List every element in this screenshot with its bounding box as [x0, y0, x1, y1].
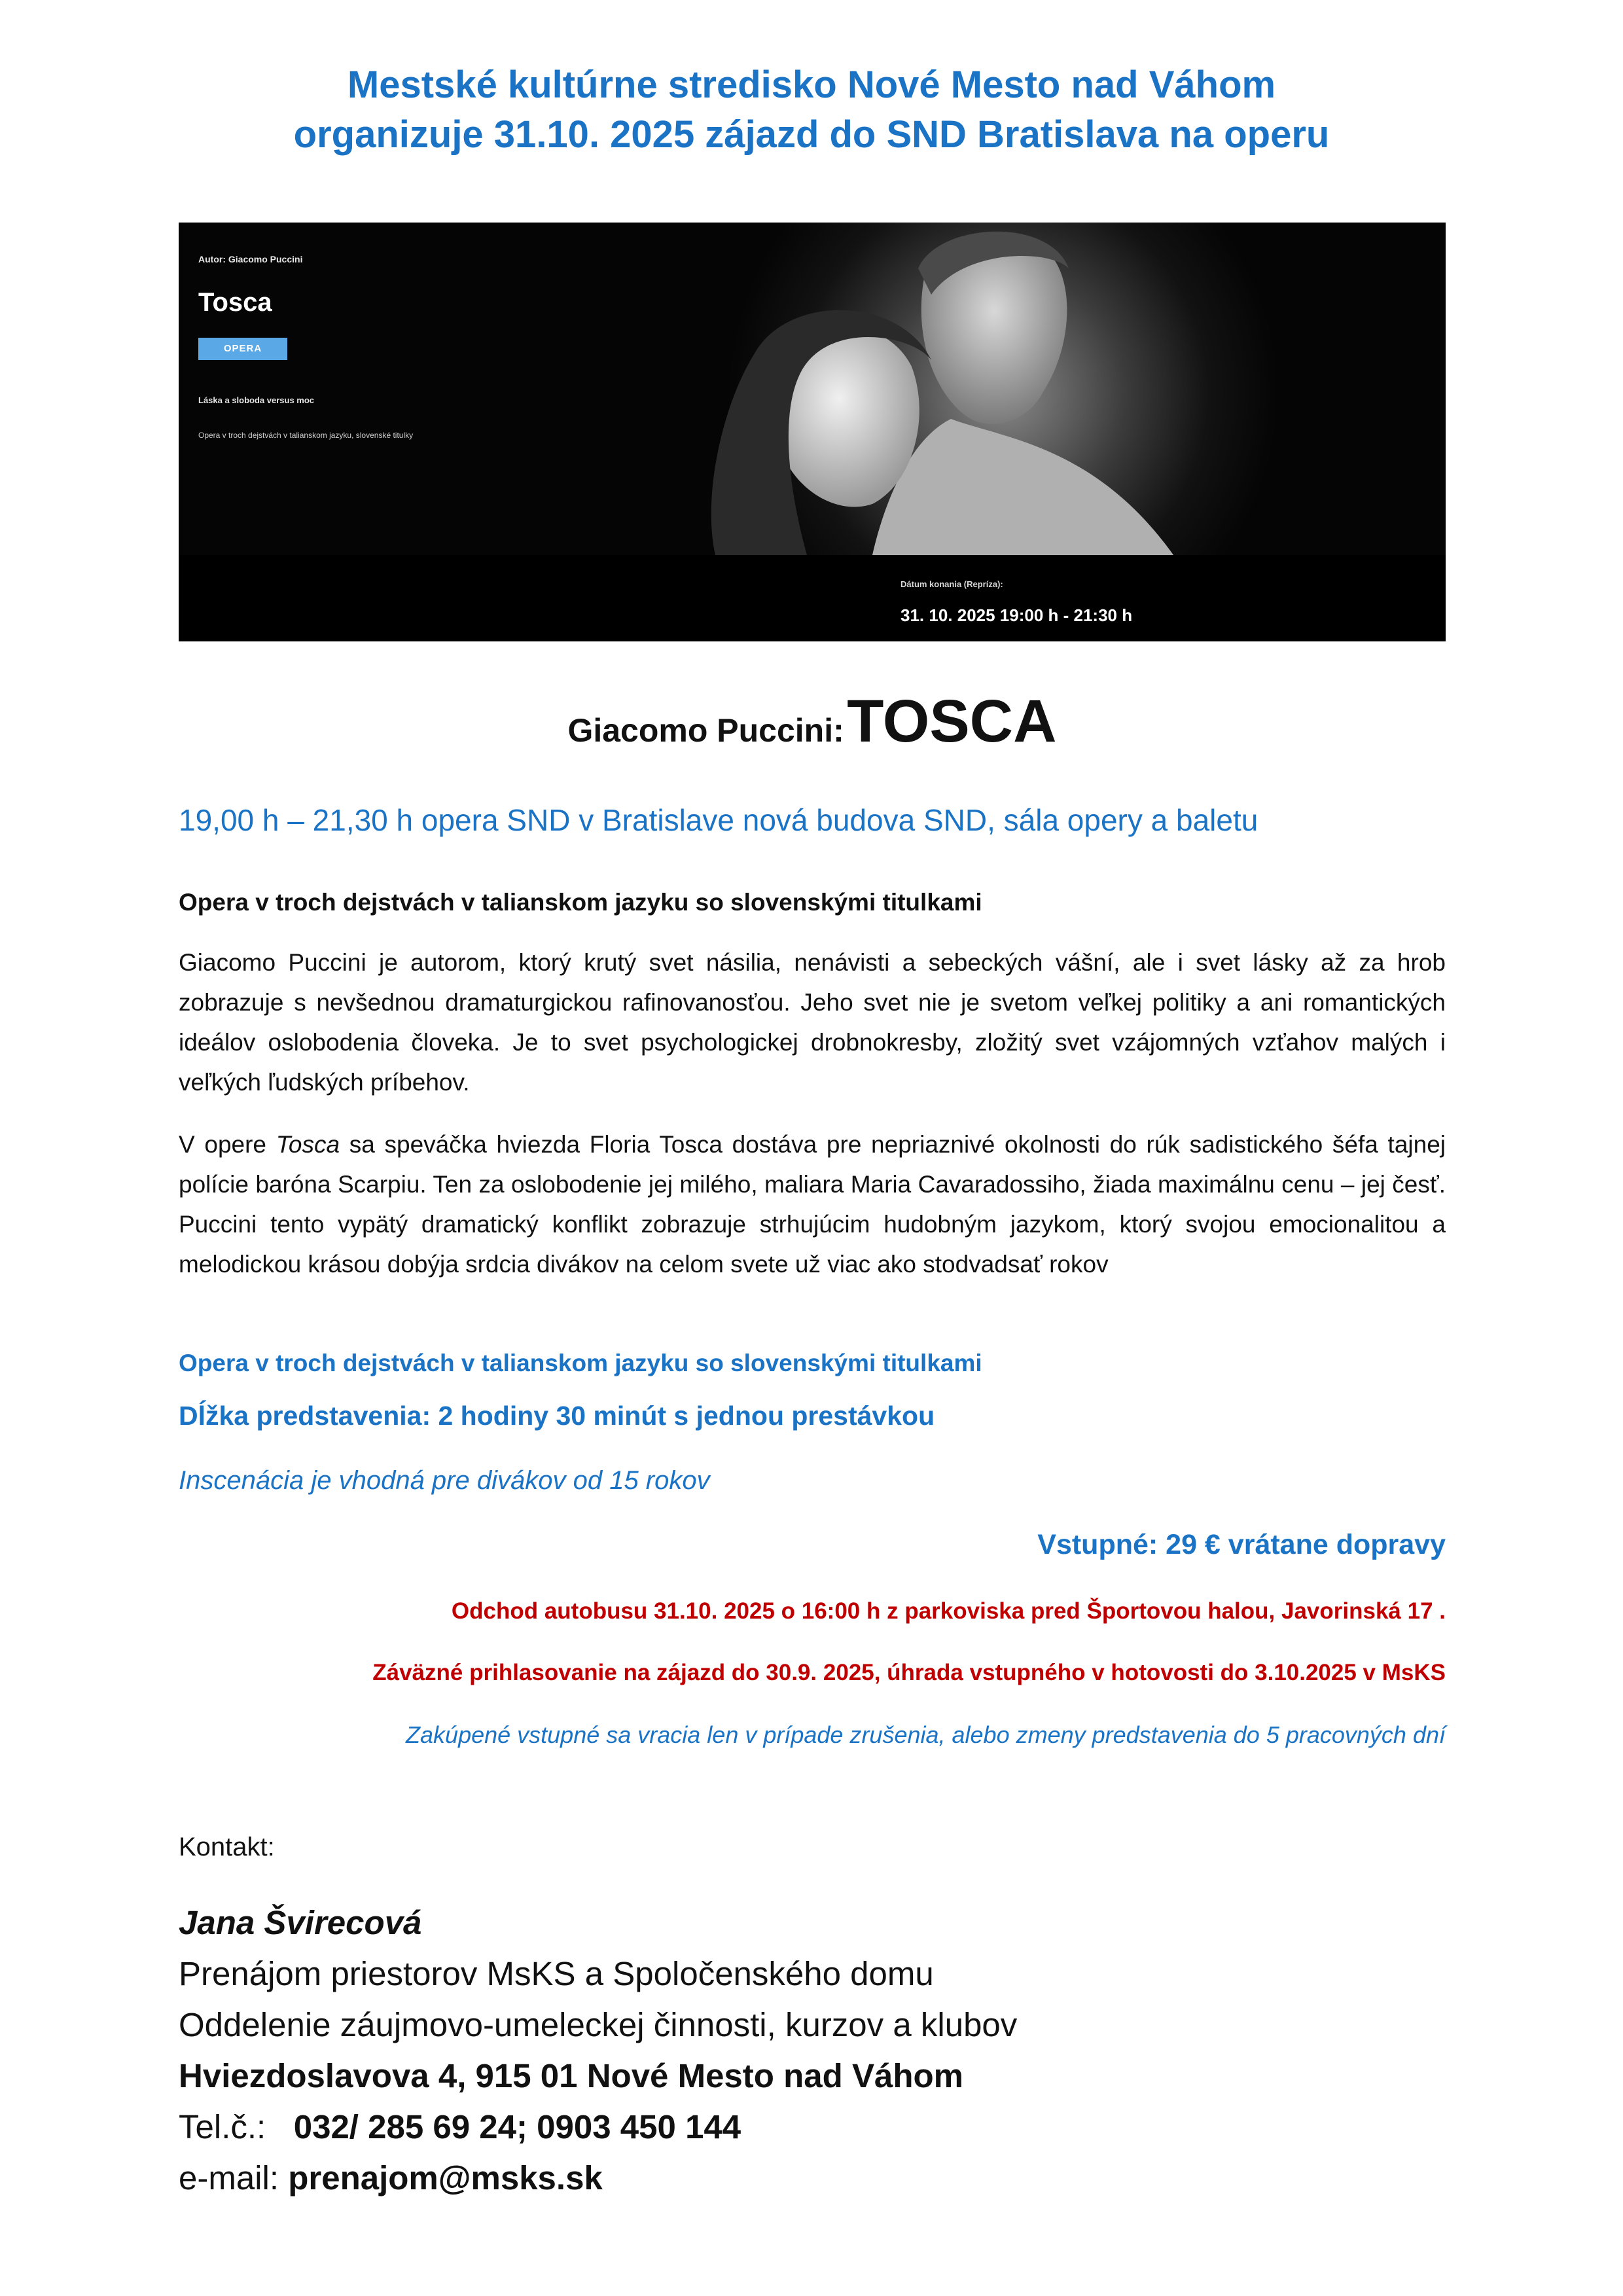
banner-description: Opera v troch dejstvách v talianskom jazyku, slovenské titulky [198, 431, 414, 440]
banner-tagline: Láska a sloboda versus moc [198, 395, 315, 405]
banner-author: Autor: Giacomo Puccini [198, 254, 303, 264]
contact-name: Jana Švirecová [179, 1904, 422, 1941]
opera-subheading: Opera v troch dejstvách v talianskom jazyku so slovenskými titulkami [179, 889, 982, 916]
registration-notice: Záväzné prihlasovanie na zájazd do 30.9. 2025, úhrada vstupného v hotovosti do 3.10.2025 v MsKS [372, 1660, 1446, 1685]
banner-title: Tosca [198, 288, 272, 317]
contact-role-2: Oddelenie záujmovo-umeleckej činnosti, kurzov a klubov [179, 2006, 1018, 2043]
header-title-line2: organizuje 31.10. 2025 zájazd do SND Bratislava na operu [293, 113, 1330, 156]
banner-genre-badge: OPERA [198, 338, 287, 360]
contact-address: Hviezdoslavova 4, 915 01 Nové Mesto nad Váhom [179, 2057, 963, 2094]
paragraph-about-composer: Giacomo Puccini je autorom, ktorý krutý svet násilia, nenávisti a sebeckých vášní, ale i svet lásky až za hrob zobrazuje s nevšednou dramaturgickou rafinovanosťou. Jeho svet nie je svetom veľkej politiky a ani romantických ideálov oslobodenia človeka. Je to svet psychologickej drobnokresby, zložitý svet vzájomných vzťahov malých i veľkých ľudských príbehov. [179, 949, 1446, 1096]
age-info: Inscenácia je vhodná pre divákov od 15 rokov [179, 1466, 710, 1495]
paragraph-about-plot [179, 1124, 1446, 1284]
email-address[interactable]: prenajom@msks.sk [288, 2159, 603, 2197]
banner-date-value: 31. 10. 2025 19:00 h - 21:30 h [901, 605, 1133, 625]
phone-label: Tel.č.: [179, 2108, 266, 2145]
duration-info: Dĺžka predstavenia: 2 hodiny 30 minút s jednou prestávkou [179, 1401, 935, 1431]
language-info: Opera v troch dejstvách v talianskom jazyku so slovenskými titulkami [179, 1350, 982, 1376]
contact-email [179, 2159, 603, 2197]
plot-text-start: V opere [179, 1131, 276, 1158]
singers-photo [179, 223, 1446, 555]
ticket-price: Vstupné: 29 € vrátane dopravy [1037, 1529, 1446, 1560]
contact-label: Kontakt: [179, 1833, 275, 1861]
man-shirt-shape [872, 419, 1173, 555]
contact-role-1: Prenájom priestorov MsKS a Spoločenského domu [179, 1955, 934, 1992]
plot-text-rest: sa speváčka hviezda Floria Tosca dostáva pre nepriaznivé okolnosti do rúk sadistického šéfa tajnej polície baróna Scarpiu. Ten za oslobodenie jej milého, maliara Maria Cavaradossiho, žiada maximálnu cenu – jej česť. Puccini tento vypätý dramatický konflikt zobrazuje strhujúcim hudobným jazykom, ktorý svojou emocionalitou a melodickou krásou dobýja srdcia divákov na celom svete už viac ako stodvadsať rokov [179, 1131, 1446, 1278]
opera-name: TOSCA [847, 688, 1057, 755]
header-title-line1: Mestské kultúrne stredisko Nové Mesto nad Váhom [347, 63, 1276, 106]
contact-phone [179, 2108, 741, 2146]
email-label: e-mail: [179, 2159, 279, 2197]
refund-policy: Zakúpené vstupné sa vracia len v prípade zrušenia, alebo zmeny predstavenia do 5 pracovných dní [406, 1721, 1446, 1748]
performance-time-venue: 19,00 h – 21,30 h opera SND v Bratislave nová budova SND, sála opery a baletu [179, 803, 1258, 837]
banner-date-band [179, 555, 1446, 641]
banner-date-label: Dátum konania (Repríza): [901, 579, 1003, 589]
bus-departure-notice: Odchod autobusu 31.10. 2025 o 16:00 h z parkoviska pred Športovou halou, Javorinská 17 . [451, 1598, 1446, 1624]
plot-opera-title: Tosca [276, 1131, 340, 1158]
opera-banner-image [179, 223, 1446, 641]
composer-name: Giacomo Puccini: [567, 712, 844, 749]
phone-number[interactable]: 032/ 285 69 24; 0903 450 144 [293, 2108, 741, 2145]
work-title [179, 687, 1446, 756]
header-title [131, 60, 1492, 160]
